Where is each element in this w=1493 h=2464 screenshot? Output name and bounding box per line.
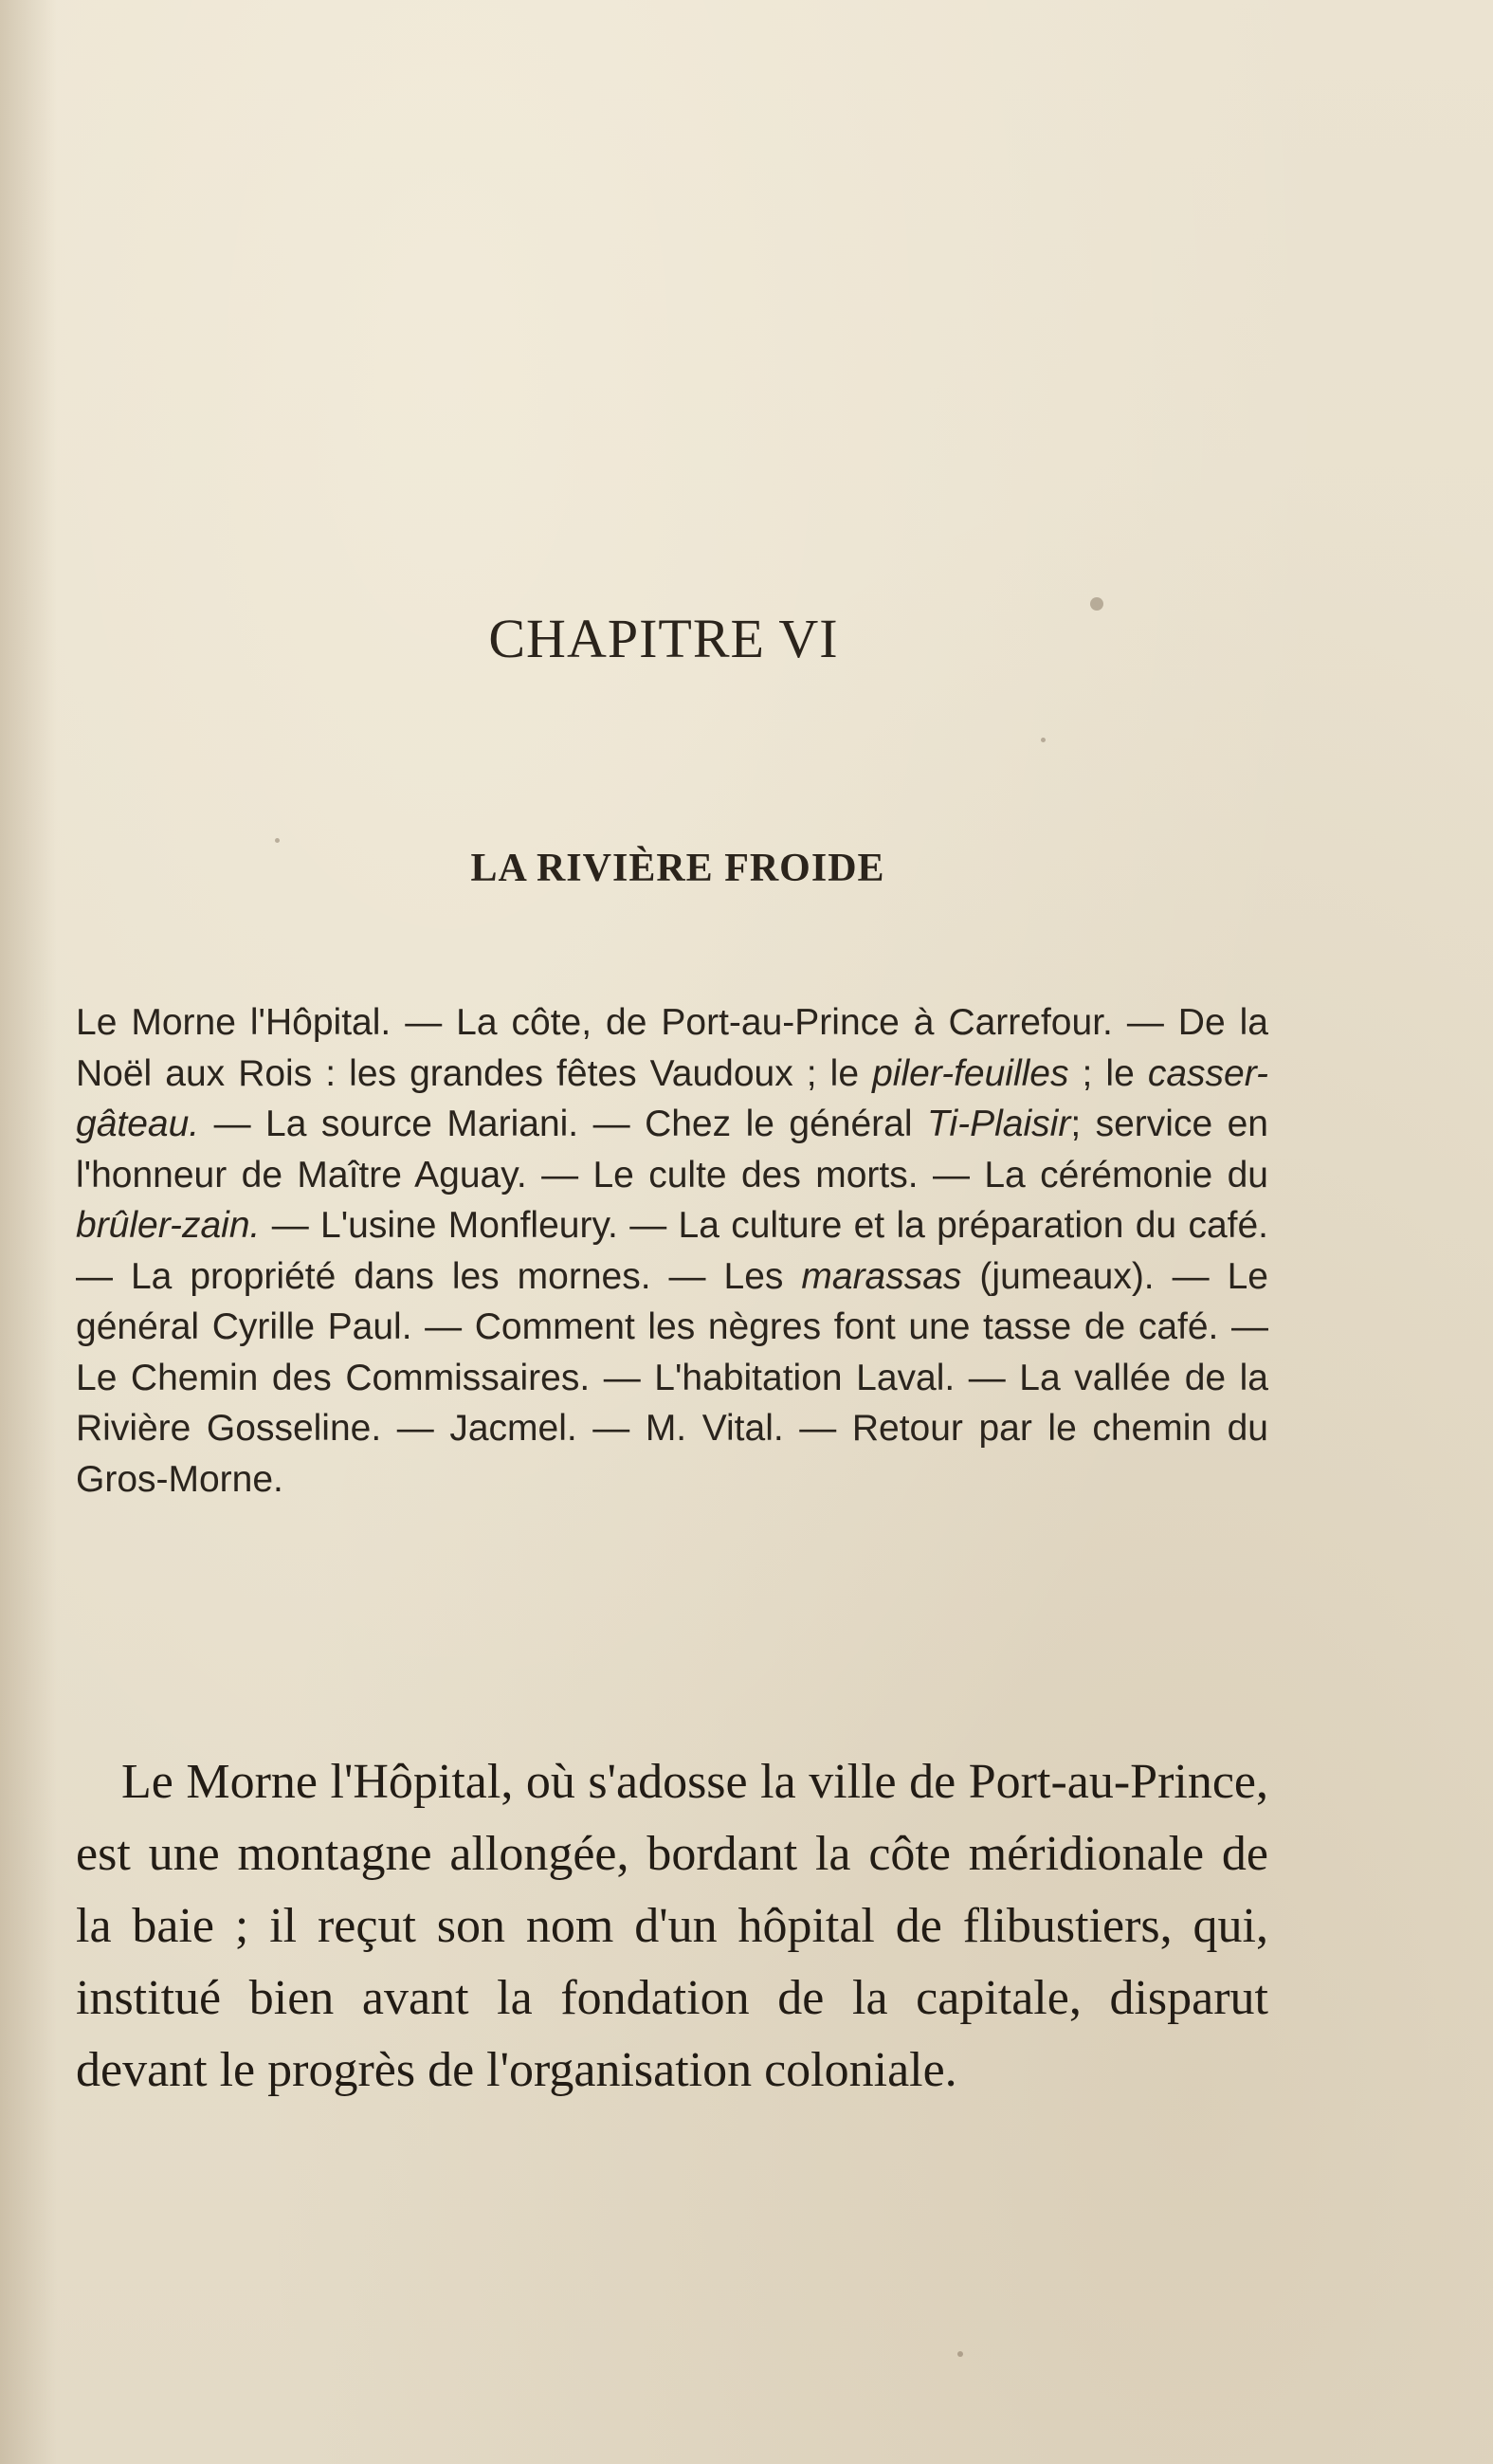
summary-segment-italic: Ti-Plaisir: [926, 1104, 1071, 1144]
summary-segment-italic: marassas: [801, 1255, 962, 1297]
summary-segment: — La source Mariani. — Chez le général: [199, 1104, 927, 1144]
paper-speck: [275, 838, 280, 843]
chapter-title: CHAPITRE VI: [488, 608, 839, 669]
summary-segment: (jumeaux). — Le général Cyrille Paul. — Comment les nègres font une tasse de café. — Le Chemin des Commissaires. — L'habitation Laval. — La vallée de la Rivière Gosseline. — Jacmel. — M. Vital. — Retour par le chemin du Gros-Morne.: [76, 1255, 1269, 1500]
paper-speck: [1090, 597, 1103, 611]
summary-segment: — L'usine Monfleury. — La culture et la préparation du café. — La propriété dans les mornes. — Les: [76, 1205, 1268, 1297]
chapter-subtitle: LA RIVIÈRE FROIDE: [470, 847, 885, 890]
summary-segment-italic: brûler-zain.: [76, 1205, 261, 1246]
paper-speck: [1041, 738, 1046, 742]
summary-segment: ; le: [1068, 1052, 1148, 1094]
summary-segment-italic: piler-feuilles: [872, 1052, 1069, 1094]
page-edge-shadow: [0, 0, 57, 2464]
summary-segment-italic: casser-gâteau.: [76, 1052, 1268, 1144]
body-paragraph: Le Morne l'Hôpital, où s'adosse la ville de Port-au-Prince, est une montagne allongée, bordant la côte méridionale de la baie ; il reçut son nom d'un hôpital de flibustiers, qui, institué bien avant la fondation de la capitale, disparut devant le progrès de l'organisation coloniale.: [76, 1755, 1268, 2097]
summary-segment: Le Morne l'Hôpital. — La côte, de Port-au-Prince à Carrefour. — De la Noël aux Rois : les grandes fêtes Vaudoux ; le: [76, 1002, 1268, 1094]
paper-speck: [957, 2351, 963, 2357]
summary-segment: ; service en l'honneur de Maître Aguay. — Le culte des morts. — La cérémonie du: [76, 1104, 1268, 1195]
chapter-summary: [76, 997, 1268, 1505]
